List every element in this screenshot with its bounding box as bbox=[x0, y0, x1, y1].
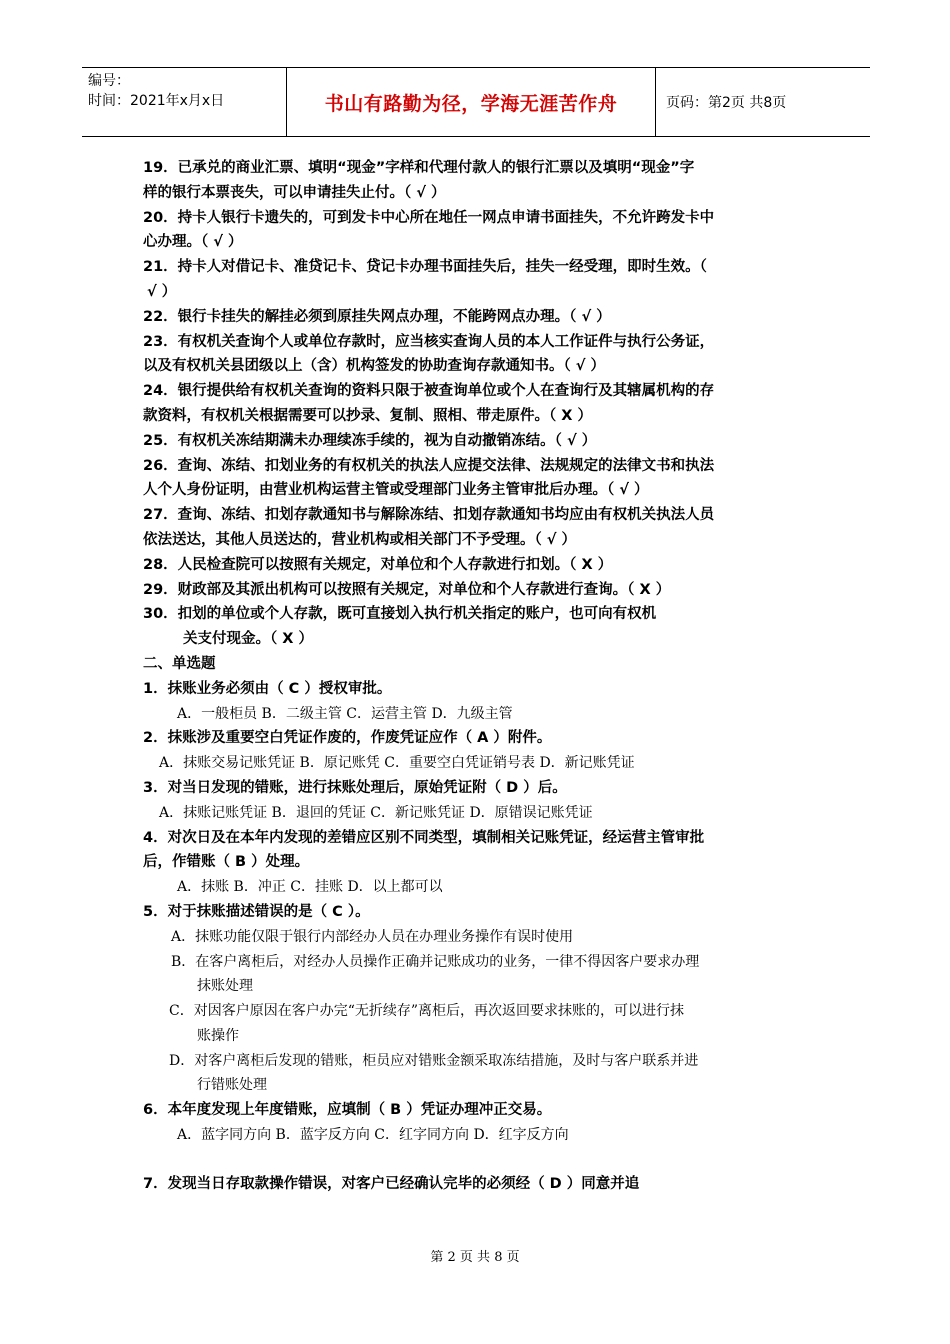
question-line: 款资料，有权机关根据需要可以抄录、复制、照相、带走原件。（ X ） bbox=[143, 407, 593, 424]
question-line: 21．持卡人对借记卡、准贷记卡、贷记卡办理书面挂失后，挂失一经受理，即时生效。（ bbox=[143, 259, 707, 276]
question-line: 20．持卡人银行卡遗失的，可到发卡中心所在地任一网点申请书面挂失，不允许跨发卡中 bbox=[143, 209, 715, 226]
question-line: 6．本年度发现上年度错账，应填制（ B ）凭证办理冲正交易。 bbox=[143, 1102, 552, 1119]
question-line: 1．抹账业务必须由（ C ）授权审批。 bbox=[143, 680, 392, 697]
question-line: 19．已承兑的商业汇票、填明“现金”字样和代理付款人的银行汇票以及填明“现金”字 bbox=[143, 160, 695, 176]
question-line: √ ） bbox=[147, 283, 177, 300]
question-line: 抹账处理 bbox=[197, 978, 253, 995]
question-line: 30．扣划的单位或个人存款，既可直接划入执行机关指定的账户，也可向有权机 bbox=[143, 606, 657, 623]
question-line: 以及有权机关县团级以上（含）机构签发的协助查询存款通知书。（ √ ） bbox=[143, 358, 606, 375]
question-line: 28．人民检查院可以按照有关规定，对单位和个人存款进行扣划。（ X ） bbox=[143, 556, 613, 573]
header-motto: 书山有路勤为径，学海无涯苦作舟 bbox=[286, 68, 656, 136]
question-line: 心办理。（ √ ） bbox=[143, 234, 243, 251]
page-footer: 第 2 页 共 8 页 bbox=[430, 1250, 520, 1265]
question-line: 29．财政部及其派出机构可以按照有关规定，对单位和个人存款进行查询。（ X ） bbox=[143, 581, 671, 598]
question-line: 行错账处理 bbox=[197, 1077, 267, 1094]
question-line: A．抹账交易记账凭证 B．原记账凭 C．重要空白凭证销号表 D．新记账凭证 bbox=[159, 755, 635, 772]
question-line: 4．对次日及在本年内发现的差错应区别不同类型，填制相关记账凭证，经运营主管审批 bbox=[143, 829, 705, 846]
question-line: 二、单选题 bbox=[143, 655, 216, 672]
question-line: 2．抹账涉及重要空白凭证作废的，作废凭证应作（ A ）附件。 bbox=[143, 730, 552, 747]
question-line: B．在客户离柜后，对经办人员操作正确并记账成功的业务，一律不得因客户要求办理 bbox=[171, 953, 700, 970]
question-line: C．对因客户原因在客户办完“无折续存”离柜后，再次返回要求抹账的，可以进行抹 bbox=[169, 1003, 685, 1020]
question-line: A．蓝字同方向 B．蓝字反方向 C．红字同方向 D．红字反方向 bbox=[177, 1127, 569, 1144]
document-date-label: 时间：2021年x月x日 bbox=[88, 93, 225, 109]
question-line-last: 7．发现当日存取款操作错误，对客户已经确认完毕的必须经（ D ）同意并追 bbox=[143, 1175, 640, 1192]
paragraph-gap bbox=[143, 1148, 811, 1172]
question-lines bbox=[143, 156, 811, 1148]
question-line: 26．查询、冻结、扣划业务的有权机关的执法人应提交法律、法规规定的法律文书和执法 bbox=[143, 457, 715, 474]
document-body bbox=[143, 156, 811, 1197]
question-line: 人个人身份证明，由营业机构运营主管或受理部门业务主管审批后办理。（ √ ） bbox=[143, 482, 649, 499]
question-line: 24．银行提供给有权机关查询的资料只限于被查询单位或个人在查询行及其辖属机构的存 bbox=[143, 383, 715, 400]
header-page-number: 页码：第2页 共8页 bbox=[666, 95, 787, 111]
question-line: D．对客户离柜后发现的错账，柜员应对错账金额采取冻结措施，及时与客户联系并进 bbox=[169, 1052, 699, 1069]
question-line: 3．对当日发现的错账，进行抹账处理后，原始凭证附（ D ）后。 bbox=[143, 779, 567, 796]
question-line: 27．查询、冻结、扣划存款通知书与解除冻结、扣划存款通知书均应由有权机关执法人员 bbox=[143, 507, 715, 524]
question-line: A．抹账 B．冲正 C．挂账 D．以上都可以 bbox=[177, 879, 443, 896]
question-line: 后，作错账（ B ）处理。 bbox=[143, 854, 310, 871]
document-number-label: 编号： bbox=[88, 73, 130, 89]
question-line: A．抹账功能仅限于银行内部经办人员在办理业务操作有误时使用 bbox=[171, 928, 574, 945]
question-line: 23．有权机关查询个人或单位存款时，应当核实查询人员的本人工作证件与执行公务证， bbox=[143, 333, 715, 350]
question-line: 依法送达，其他人员送达的，营业机构或相关部门不予受理。（ √ ） bbox=[143, 531, 577, 548]
question-line: A．一般柜员 B．二级主管 C．运营主管 D．九级主管 bbox=[177, 705, 513, 722]
question-line: 22．银行卡挂失的解挂必须到原挂失网点办理，不能跨网点办理。（ √ ） bbox=[143, 308, 611, 325]
question-line: 5．对于抹账描述错误的是（ C ）。 bbox=[143, 903, 370, 920]
header-meta bbox=[82, 68, 286, 136]
page-header bbox=[82, 67, 870, 137]
question-line: 账操作 bbox=[197, 1027, 239, 1044]
question-line: A．抹账记账凭证 B．退回的凭证 C．新记账凭证 D．原错误记账凭证 bbox=[159, 804, 593, 821]
question-line: 25．有权机关冻结期满未办理续冻手续的，视为自动撤销冻结。（ √ ） bbox=[143, 432, 597, 449]
question-line: 关支付现金。（ X ） bbox=[183, 631, 314, 648]
question-line: 样的银行本票丧失，可以申请挂失止付。（ √ ） bbox=[143, 184, 446, 201]
